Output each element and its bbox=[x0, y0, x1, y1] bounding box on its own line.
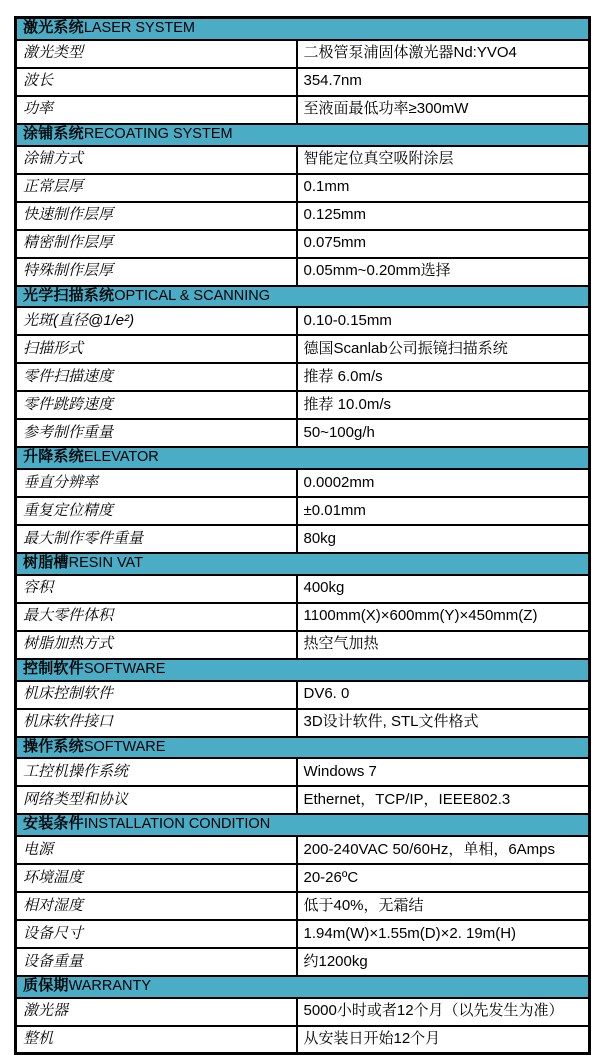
spec-value: 354.7nm bbox=[297, 68, 590, 96]
spec-row bbox=[16, 335, 590, 363]
section-title-zh: 涂铺系统 bbox=[23, 124, 84, 142]
section-title-en: WARRANTY bbox=[68, 978, 152, 994]
spec-label: 涂铺方式 bbox=[16, 146, 297, 174]
spec-label: 正常层厚 bbox=[16, 174, 297, 202]
section-header-row bbox=[16, 447, 590, 469]
spec-value: 0.1mm bbox=[297, 174, 590, 202]
spec-label: 设备重量 bbox=[16, 948, 297, 976]
spec-row bbox=[16, 892, 590, 920]
spec-label: 电源 bbox=[16, 836, 297, 864]
spec-row bbox=[16, 631, 590, 659]
section-title bbox=[16, 659, 590, 681]
spec-value: 3D设计软件, STL文件格式 bbox=[297, 709, 590, 737]
spec-row bbox=[16, 40, 590, 68]
spec-table bbox=[14, 16, 591, 1055]
spec-label: 光斑(直径@1/e²) bbox=[16, 307, 297, 335]
section-title bbox=[16, 976, 590, 998]
spec-label: 零件扫描速度 bbox=[16, 363, 297, 391]
spec-label: 设备尺寸 bbox=[16, 920, 297, 948]
section-header-row bbox=[16, 286, 590, 308]
spec-row bbox=[16, 836, 590, 864]
spec-row bbox=[16, 603, 590, 631]
spec-label: 快速制作层厚 bbox=[16, 202, 297, 230]
spec-value: 50~100g/h bbox=[297, 419, 590, 447]
spec-value: 400kg bbox=[297, 575, 590, 603]
spec-value: 1.94m(W)×1.55m(D)×2. 19m(H) bbox=[297, 920, 590, 948]
spec-row bbox=[16, 786, 590, 814]
spec-value: ±0.01mm bbox=[297, 497, 590, 525]
spec-value: Windows 7 bbox=[297, 758, 590, 786]
spec-row bbox=[16, 68, 590, 96]
spec-label: 扫描形式 bbox=[16, 335, 297, 363]
section-header-row bbox=[16, 814, 590, 836]
section-title-zh: 控制软件 bbox=[23, 659, 84, 677]
spec-value: 推荐 6.0m/s bbox=[297, 363, 590, 391]
spec-value: 0.05mm~0.20mm选择 bbox=[297, 258, 590, 286]
spec-value: DV6. 0 bbox=[297, 681, 590, 709]
section-header-row bbox=[16, 553, 590, 575]
spec-value: 0.125mm bbox=[297, 202, 590, 230]
spec-label: 网络类型和协议 bbox=[16, 786, 297, 814]
spec-label: 工控机操作系统 bbox=[16, 758, 297, 786]
section-title-zh: 树脂槽 bbox=[23, 554, 69, 571]
spec-value: 20-26ºC bbox=[297, 864, 590, 892]
spec-label: 参考制作重量 bbox=[16, 419, 297, 447]
spec-table-body bbox=[16, 18, 590, 1054]
spec-value: 0.0002mm bbox=[297, 469, 590, 497]
spec-row bbox=[16, 948, 590, 976]
spec-row bbox=[16, 363, 590, 391]
spec-label: 激光类型 bbox=[16, 40, 297, 68]
spec-value: 智能定位真空吸附涂层 bbox=[297, 146, 590, 174]
spec-row bbox=[16, 307, 590, 335]
spec-value: 0.10-0.15mm bbox=[297, 307, 590, 335]
section-title-en: LASER SYSTEM bbox=[83, 20, 196, 36]
section-header-row bbox=[16, 659, 590, 681]
spec-row bbox=[16, 1026, 590, 1054]
spec-label: 特殊制作层厚 bbox=[16, 258, 297, 286]
section-title-en: OPTICAL & SCANNING bbox=[114, 287, 270, 304]
spec-value: 200-240VAC 50/60Hz，单相，6Amps bbox=[297, 836, 590, 864]
spec-label: 机床软件接口 bbox=[16, 709, 297, 737]
section-title bbox=[16, 18, 590, 40]
section-title-en: SOFTWARE bbox=[83, 660, 166, 677]
spec-value: 推荐 10.0m/s bbox=[297, 391, 590, 419]
section-title-en: SOFTWARE bbox=[83, 738, 166, 755]
spec-value: 德国Scanlab公司振镜扫描系统 bbox=[297, 335, 590, 363]
section-title bbox=[16, 737, 590, 759]
spec-label: 最大零件体积 bbox=[16, 603, 297, 631]
spec-row bbox=[16, 258, 590, 286]
spec-row bbox=[16, 202, 590, 230]
spec-value: Ethernet，TCP/IP，IEEE802.3 bbox=[297, 786, 590, 814]
spec-row bbox=[16, 525, 590, 553]
section-header-row bbox=[16, 976, 590, 998]
spec-value: 低于40%，无霜结 bbox=[297, 892, 590, 920]
spec-row bbox=[16, 681, 590, 709]
spec-label: 树脂加热方式 bbox=[16, 631, 297, 659]
spec-row bbox=[16, 709, 590, 737]
spec-value: 5000小时或者12个月（以先发生为准） bbox=[297, 998, 590, 1026]
spec-row bbox=[16, 230, 590, 258]
spec-label: 波长 bbox=[16, 68, 297, 96]
spec-label: 精密制作层厚 bbox=[16, 230, 297, 258]
spec-row bbox=[16, 419, 590, 447]
spec-row bbox=[16, 469, 590, 497]
spec-label: 容积 bbox=[16, 575, 297, 603]
spec-label: 功率 bbox=[16, 96, 297, 124]
section-title-en: RECOATING SYSTEM bbox=[83, 125, 233, 142]
spec-value: 0.075mm bbox=[297, 230, 590, 258]
spec-row bbox=[16, 146, 590, 174]
section-title bbox=[16, 286, 590, 308]
section-title bbox=[16, 814, 590, 836]
spec-label: 环境温度 bbox=[16, 864, 297, 892]
spec-value: 二极管泵浦固体激光器Nd:YVO4 bbox=[297, 40, 590, 68]
section-title-en: INSTALLATION CONDITION bbox=[83, 816, 271, 833]
spec-label: 整机 bbox=[16, 1026, 297, 1054]
spec-value: 热空气加热 bbox=[297, 631, 590, 659]
spec-value: 1100mm(X)×600mm(Y)×450mm(Z) bbox=[297, 603, 590, 631]
section-title-en: RESIN VAT bbox=[68, 555, 143, 571]
section-title-zh: 安装条件 bbox=[23, 815, 84, 833]
section-title-zh: 操作系统 bbox=[23, 737, 84, 755]
spec-value: 至液面最低功率≥300mW bbox=[297, 96, 590, 124]
spec-row bbox=[16, 864, 590, 892]
section-header-row bbox=[16, 124, 590, 146]
section-title-zh: 激光系统 bbox=[23, 19, 84, 36]
section-header-row bbox=[16, 18, 590, 40]
spec-row bbox=[16, 497, 590, 525]
spec-row bbox=[16, 575, 590, 603]
spec-value: 约1200kg bbox=[297, 948, 590, 976]
spec-label: 垂直分辨率 bbox=[16, 469, 297, 497]
spec-row bbox=[16, 758, 590, 786]
section-title bbox=[16, 553, 590, 575]
spec-row bbox=[16, 920, 590, 948]
spec-row bbox=[16, 96, 590, 124]
section-title-zh: 质保期 bbox=[23, 977, 69, 994]
spec-label: 零件跳跨速度 bbox=[16, 391, 297, 419]
spec-row bbox=[16, 998, 590, 1026]
section-title-zh: 升降系统 bbox=[23, 448, 84, 466]
section-title bbox=[16, 447, 590, 469]
spec-label: 最大制作零件重量 bbox=[16, 525, 297, 553]
section-title bbox=[16, 124, 590, 146]
spec-label: 重复定位精度 bbox=[16, 497, 297, 525]
section-title-en: ELEVATOR bbox=[83, 449, 159, 466]
spec-value: 80kg bbox=[297, 525, 590, 553]
spec-row bbox=[16, 391, 590, 419]
spec-value: 从安装日开始12个月 bbox=[297, 1026, 590, 1054]
spec-label: 激光器 bbox=[16, 998, 297, 1026]
section-title-zh: 光学扫描系统 bbox=[23, 286, 115, 304]
spec-row bbox=[16, 174, 590, 202]
section-header-row bbox=[16, 737, 590, 759]
spec-label: 机床控制软件 bbox=[16, 681, 297, 709]
spec-label: 相对湿度 bbox=[16, 892, 297, 920]
